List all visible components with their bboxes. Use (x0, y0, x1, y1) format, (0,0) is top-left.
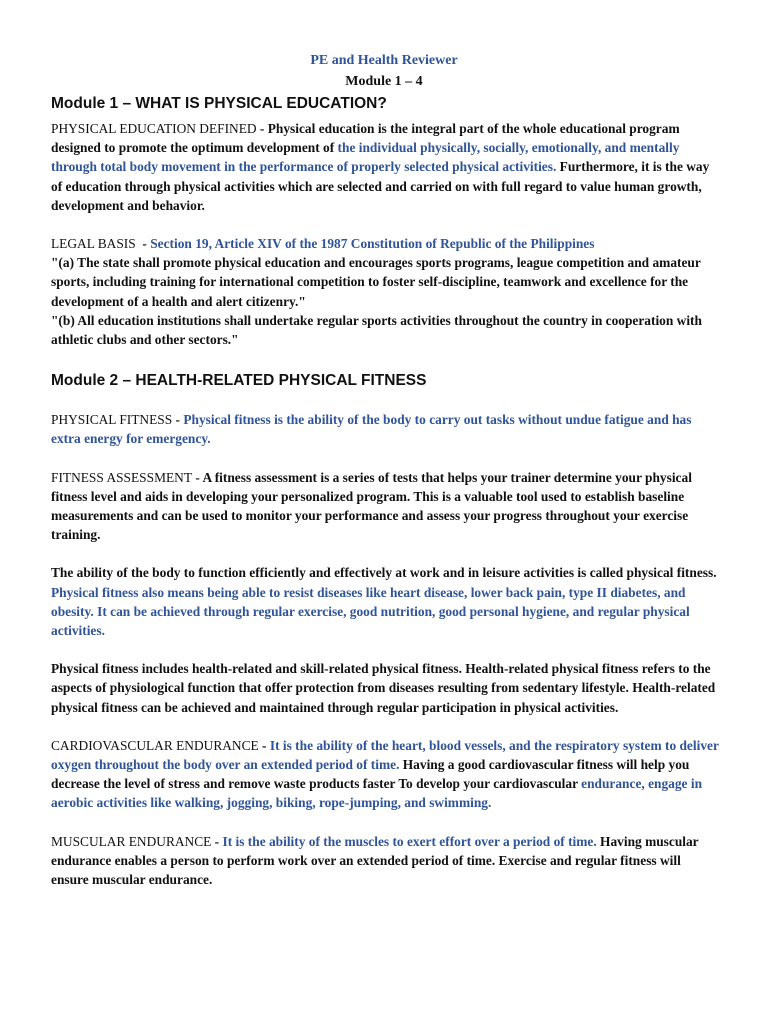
cardio-definition: It is the ability of the heart, blood vessels, and the respiratory system to deliver oxygen throughout the body over an extended period of time. (51, 737, 719, 773)
ability-paragraph (51, 563, 721, 640)
physical-fitness-definition: Physical fitness is the ability of the body to carry out tasks without undue fatigue and has extra energy for emergency. (51, 412, 692, 447)
pe-defined-paragraph (51, 119, 721, 215)
cardio-term: CARDIOVASCULAR ENDURANCE (51, 737, 259, 753)
legal-basis-quote-a: "(a) The state shall promote physical education and encourages sports programs, league competition and amateur sports, including training for international competition to foster self-discipline, teamwork and excellence for the development of a health and alert citizenry." (51, 255, 701, 309)
fitness-assessment-term: FITNESS ASSESSMENT (51, 469, 193, 485)
fitness-assessment-separator: - (192, 469, 203, 485)
legal-basis-separator: - (135, 236, 151, 252)
physical-fitness-paragraph (51, 410, 721, 448)
cardio-activities: endurance, engage in aerobic activities like walking, jogging, biking, rope-jumping, and swimming. (51, 776, 703, 811)
muscular-separator: - (211, 833, 223, 849)
module-1-heading: Module 1 – WHAT IS PHYSICAL EDUCATION? (51, 95, 387, 112)
legal-basis-paragraph (51, 234, 721, 253)
muscular-definition: It is the ability of the muscles to exert effort over a period of time. (222, 833, 597, 849)
document-body (51, 94, 721, 889)
includes-paragraph: Physical fitness includes health-related and skill-related physical fitness. Health-related physical fitness refers to the aspects of physiological function that offer protection from diseases resulting from sedentary lifestyle. Health-related physical fitness can be achieved and maintained through regular participation in physical activities. (51, 661, 716, 715)
physical-fitness-separator: - (172, 412, 184, 428)
fitness-assessment-text: A fitness assessment is a series of tests that helps your trainer determine your physical fitness level and aids in developing your personalized program. This is a valuable tool used to establish baseline measurements and can be used to monitor your performance and assess your progress throughout your exercise training. (51, 469, 692, 543)
module-2-heading: Module 2 – HEALTH-RELATED PHYSICAL FITNESS (51, 372, 427, 390)
document-title: PE and Health Reviewer (310, 53, 458, 68)
ability-highlight: Physical fitness also means being able to resist diseases like heart disease, lower back pain, type II diabetes, and obesity. It can be achieved through regular exercise, good nutrition, good personal hygiene, and regular physical activities. (51, 584, 690, 639)
legal-basis-term: LEGAL BASIS (51, 236, 136, 252)
ability-text: The ability of the body to function efficiently and effectively at work and in leisure activities is called physical fitness. (51, 565, 717, 581)
legal-basis-quote-b: "(b) All education institutions shall undertake regular sports activities throughout the country in cooperation with athletic clubs and other sectors." (51, 312, 702, 348)
pe-defined-separator: - (256, 121, 268, 136)
legal-basis-reference: Section 19, Article XIV of the 1987 Constitution of Republic of the Philippines (150, 236, 595, 252)
pe-defined-text-1: Physical education is the integral part of the whole educational program designed to promote the optimum development of (51, 121, 680, 156)
muscular-text: Having muscular endurance enables a person to perform work over an extended period of time. Exercise and regular fitness will ensure muscular endurance. (51, 833, 699, 888)
pe-defined-highlight: the individual physically, socially, emotionally, and mentally through total body movement in the performance of properly selected physical activities. (51, 140, 680, 175)
muscular-term: MUSCULAR ENDURANCE (51, 833, 212, 849)
pe-defined-text-2: Furthermore, it is the way of education through physical activities which are selected and carried on with full regard to value human growth, development and behavior. (51, 159, 710, 213)
cardio-text: Having a good cardiovascular fitness will help you decrease the level of stress and remove waste products faster To develop your cardiovascular (51, 757, 690, 792)
fitness-assessment-paragraph (51, 468, 721, 545)
pe-defined-term: PHYSICAL EDUCATION DEFINED (51, 121, 257, 136)
cardio-separator: - (258, 737, 270, 753)
muscular-paragraph (51, 832, 721, 890)
document-subtitle: Module 1 – 4 (345, 74, 423, 89)
physical-fitness-term: PHYSICAL FITNESS (51, 412, 173, 428)
cardio-paragraph (51, 736, 721, 813)
